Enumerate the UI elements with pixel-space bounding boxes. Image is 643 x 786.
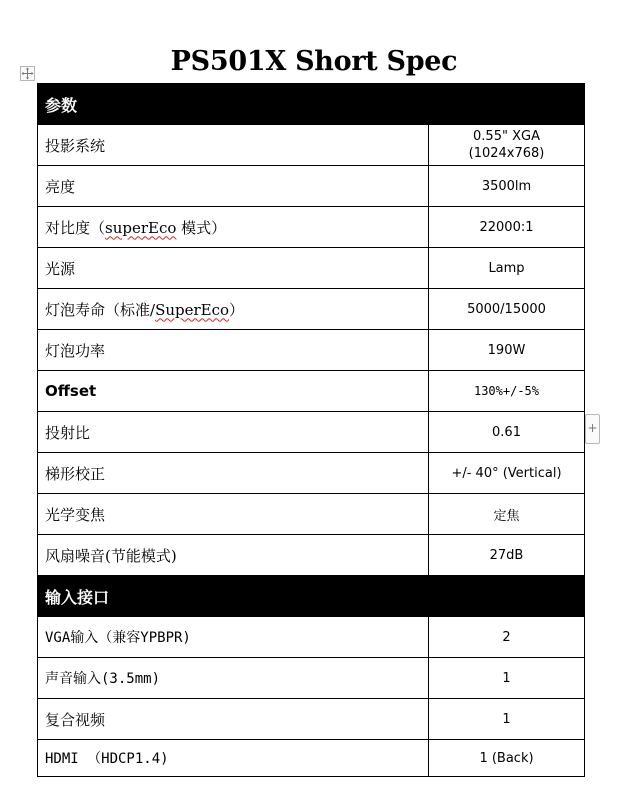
add-column-plus-icon[interactable]: +: [585, 414, 600, 444]
row-label: 投影系统: [38, 125, 429, 166]
section-header-parameters: 参数: [38, 84, 429, 125]
table-move-handle-icon[interactable]: [20, 66, 35, 81]
label-part: ）: [229, 300, 245, 319]
table-row: [38, 371, 585, 412]
row-value: 3500lm: [429, 166, 585, 207]
table-row: [38, 289, 585, 330]
table-row: [38, 166, 585, 207]
section-header-row: [38, 84, 585, 125]
row-value: 5000/15000: [429, 289, 585, 330]
table-row: [38, 207, 585, 248]
table-row: [38, 453, 585, 494]
row-value: 190W: [429, 330, 585, 371]
spec-table: [37, 83, 585, 777]
row-label: 灯泡功率: [38, 330, 429, 371]
row-value: 定焦: [429, 494, 585, 535]
row-label: 梯形校正: [38, 453, 429, 494]
spellcheck-flagged-word: superEco: [105, 218, 177, 237]
table-row: [38, 740, 585, 777]
table-row: [38, 535, 585, 576]
row-label: 复合视频: [38, 699, 429, 740]
row-value: +/- 40° (Vertical): [429, 453, 585, 494]
row-value: 1 (Back): [429, 740, 585, 777]
row-value: 2: [429, 617, 585, 658]
table-row: [38, 330, 585, 371]
row-label: Offset: [38, 371, 429, 412]
row-value: 0.55" XGA (1024x768): [429, 125, 585, 166]
table-row: [38, 658, 585, 699]
row-label: 光学变焦: [38, 494, 429, 535]
table-row: [38, 617, 585, 658]
row-value: 1: [429, 699, 585, 740]
row-value: Lamp: [429, 248, 585, 289]
row-value: 27dB: [429, 535, 585, 576]
row-label: 声音输入(3.5mm): [38, 658, 429, 699]
document-title: PS501X Short Spec: [170, 46, 458, 77]
table-row: [38, 125, 585, 166]
label-part: 模式）: [176, 218, 227, 237]
row-label: 光源: [38, 248, 429, 289]
row-label: VGA输入（兼容YPBPR): [38, 617, 429, 658]
row-label: 投射比: [38, 412, 429, 453]
row-value: 1: [429, 658, 585, 699]
section-header-inputs: 输入接口: [38, 576, 429, 617]
label-part: 灯泡寿命（标准/: [45, 300, 156, 319]
spellcheck-flagged-word: SuperEco: [155, 300, 230, 319]
row-label: 亮度: [38, 166, 429, 207]
table-row: [38, 699, 585, 740]
row-value: 22000:1: [429, 207, 585, 248]
table-row: [38, 412, 585, 453]
table-row: [38, 494, 585, 535]
row-value: 130%+/-5%: [429, 371, 585, 412]
row-label: HDMI （HDCP1.4): [38, 740, 429, 777]
row-value: 0.61: [429, 412, 585, 453]
section-header-empty: [429, 84, 585, 125]
label-part: 对比度（: [45, 218, 106, 237]
table-row: [38, 248, 585, 289]
row-label: [38, 207, 429, 248]
section-header-empty: [429, 576, 585, 617]
row-label: [38, 289, 429, 330]
section-header-row: [38, 576, 585, 617]
row-label: 风扇噪音(节能模式): [38, 535, 429, 576]
